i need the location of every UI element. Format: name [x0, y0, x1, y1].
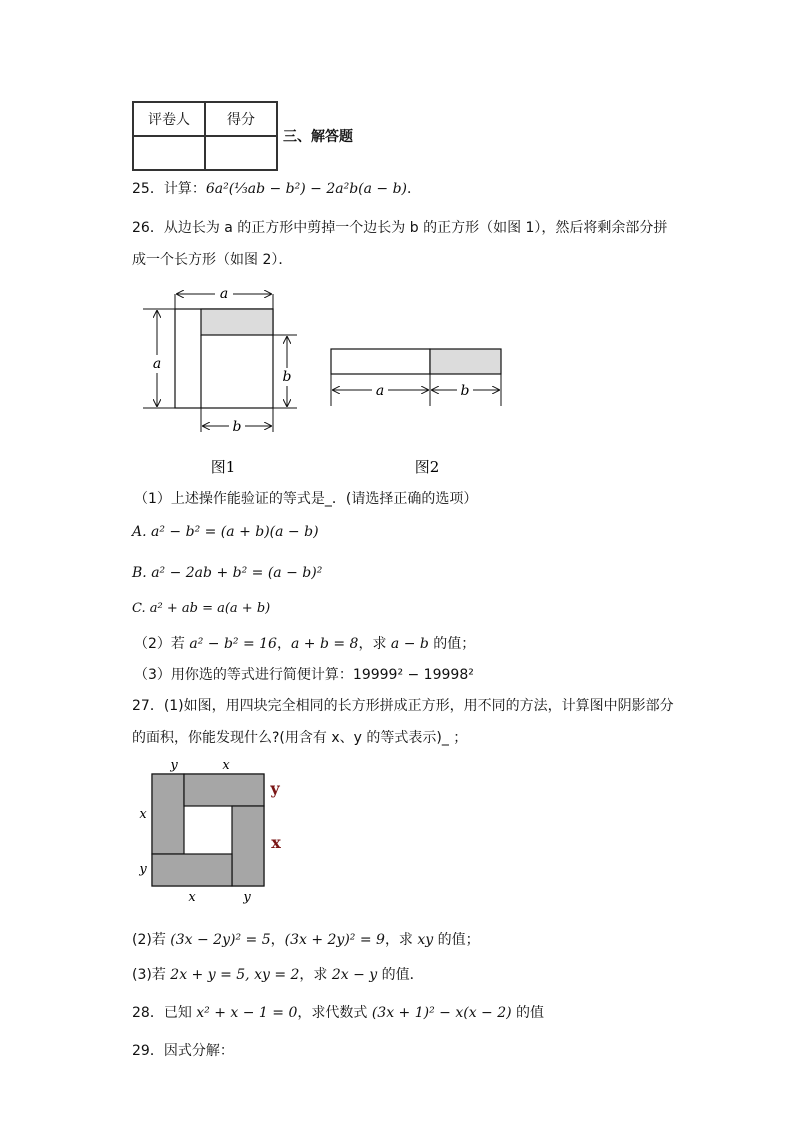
question-25	[132, 178, 421, 198]
q27-label-top-x: x	[222, 758, 230, 773]
q27-label-left-y: y	[139, 862, 147, 877]
q26-sub2-mid: ，	[276, 636, 291, 652]
q27-sub2-eq1: (3x − 2y)² = 5	[170, 932, 271, 948]
fig1-label-b-right: b	[282, 369, 292, 385]
fig2-label-a: a	[375, 383, 385, 399]
q27-label-right-x: x	[271, 833, 281, 852]
q28-mid: ，求代数式	[297, 1005, 372, 1021]
q27-label-right-y: y	[270, 779, 280, 798]
q25-prefix: 25．计算：	[132, 181, 206, 197]
q27-label-bottom-x: x	[188, 890, 196, 905]
q27-rect-left	[152, 774, 184, 854]
q26-figures	[135, 282, 520, 482]
fig1-label-a-left: a	[152, 356, 162, 372]
q27-rect-bottom	[152, 854, 232, 886]
q27-sub2-mid: ，	[270, 932, 285, 948]
question-29: 29．因式分解：	[132, 1043, 234, 1059]
section-title: 三、解答题	[283, 129, 353, 145]
q26-option-a: A. a² − b² = (a + b)(a − b)	[132, 524, 319, 540]
q27-sub2-eq2: (3x + 2y)² = 9	[284, 932, 385, 948]
fig1-caption: 图1	[210, 458, 236, 476]
q27-rect-right	[232, 806, 264, 886]
q26-sub1: （1）上述操作能验证的等式是_．(请选择正确的选项）	[134, 491, 478, 507]
q27-sub2	[132, 929, 480, 949]
q26-sub2-eq1: a² − b² = 16	[189, 636, 277, 652]
q27-sub3-target: 2x − y	[331, 967, 378, 983]
grader-header-score: 得分	[205, 102, 277, 136]
fig2-label-b: b	[460, 383, 470, 399]
fig2-left-rect	[331, 349, 430, 374]
q26-sub2-pre: （2）若	[134, 636, 190, 652]
q28-expression: (3x + 1)² − x(x − 2)	[371, 1005, 512, 1021]
q28-pre: 28．已知	[132, 1005, 197, 1021]
grader-header-reviewer: 评卷人	[133, 102, 205, 136]
q27-line2: 的面积，你能发现什么?(用含有 x、y 的等式表示)_ ；	[132, 730, 468, 746]
q26-line2: 成一个长方形（如图 2）．	[132, 252, 293, 268]
q27-sub3-end: 的值．	[377, 967, 424, 983]
q26-sub2	[134, 633, 475, 653]
q27-line1: 27．(1)如图，用四块完全相同的长方形拼成正方形，用不同的方法，计算图中阴影部分	[132, 698, 674, 714]
q26-sub2-end: 的值；	[428, 636, 476, 652]
grader-cell-score	[205, 136, 277, 170]
q27-sub2-pre: (2)若	[132, 932, 171, 948]
grader-table	[132, 101, 278, 171]
q28-equation: x² + x − 1 = 0	[196, 1005, 298, 1021]
q26-sub2-eq2: a + b = 8	[290, 636, 359, 652]
q27-label-top-y: y	[170, 758, 178, 773]
q26-option-b: B. a² − 2ab + b² = (a − b)²	[132, 565, 323, 581]
q27-rect-top	[184, 774, 264, 806]
fig1-label-a-top: a	[219, 286, 229, 302]
q25-suffix: ．	[407, 181, 422, 197]
q26-sub3: （3）用你选的等式进行简便计算：19999² − 19998²	[134, 667, 474, 683]
q26-line1: 26．从边长为 a 的正方形中剪掉一个边长为 b 的正方形（如图 1），然后将剩余部分拼	[132, 220, 668, 236]
fig1-shaded-strip	[201, 309, 273, 335]
q26-sub2-target: a − b	[390, 636, 429, 652]
q26-sub2-post: ，求	[358, 636, 391, 652]
q27-sub2-post: ，求	[384, 932, 418, 948]
fig1-label-b-bottom: b	[232, 419, 242, 435]
q28-end: 的值	[511, 1005, 545, 1021]
q27-label-left-x: x	[139, 807, 147, 822]
fig2-shaded-rect	[430, 349, 501, 374]
q27-sub3-post: ，求	[299, 967, 332, 983]
figure-1	[143, 286, 297, 476]
q27-figure	[132, 756, 302, 906]
q27-sub3-pre: (3)若	[132, 967, 171, 983]
q27-sub2-target: xy	[417, 932, 434, 948]
question-28	[132, 1002, 544, 1022]
fig2-caption: 图2	[414, 458, 440, 476]
q27-label-bottom-y: y	[243, 890, 251, 905]
q25-expression: 6a²(⅓ab − b²) − 2a²b(a − b)	[205, 181, 408, 197]
grader-cell-reviewer	[133, 136, 205, 170]
q27-sub3	[132, 964, 424, 984]
q26-option-c: C. a² + ab = a(a + b)	[132, 601, 271, 616]
figure-2	[331, 349, 501, 476]
q27-sub3-eq: 2x + y = 5, xy = 2	[170, 967, 300, 983]
q27-sub2-end: 的值；	[433, 932, 480, 948]
